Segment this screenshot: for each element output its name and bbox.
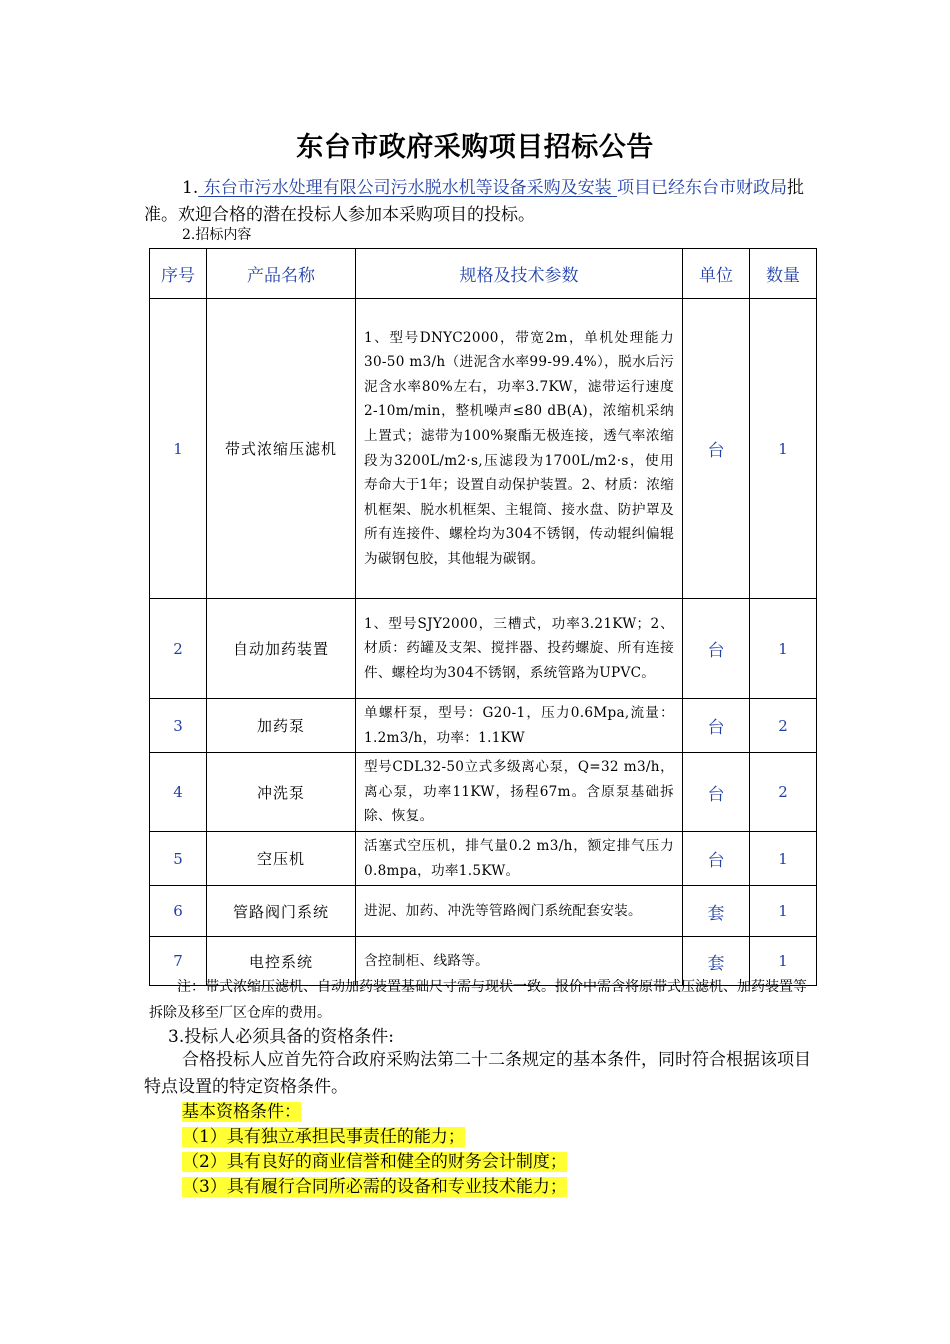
row-spec: 型号CDL32-50立式多级离心泵，Q=32 m3/h，离心泵，功率11KW，扬程67m。含原泵基础拆除、恢复。: [356, 753, 683, 832]
row-name: 管路阀门系统: [207, 886, 356, 937]
row-unit: 台: [683, 599, 750, 699]
row-seq: 3: [150, 699, 207, 753]
row-unit: 套: [683, 937, 750, 986]
row-name: 加药泵: [207, 699, 356, 753]
basic-item-text: （2）具有良好的商业信誉和健全的财务会计制度；: [182, 1152, 567, 1172]
table-row: [150, 886, 817, 937]
table-note: 注：带式浓缩压滤机、自动加药装置基础尺寸需与现状一致。报价中需含将原带式压滤机、加药装置等拆除及移至厂区仓库的费用。: [149, 979, 807, 1021]
row-qty: 1: [750, 831, 817, 885]
page-title: 东台市政府采购项目招标公告: [296, 132, 654, 163]
intro-suffix: 批准。欢迎合格的潜在投标人参加本采购项目的投标。: [144, 178, 805, 225]
row-unit: 台: [683, 299, 750, 599]
basic-conditions-heading: [182, 1100, 301, 1124]
header-name: 产品名称: [207, 249, 356, 299]
row-seq: 1: [150, 299, 207, 599]
header-spec: 规格及技术参数: [356, 249, 683, 299]
row-spec: 1、型号SJY2000，三槽式，功率3.21KW；2、材质：药罐及支架、搅拌器、投药螺旋、所有连接件、螺栓均为304不锈钢，系统管路为UPVC。: [356, 599, 683, 699]
row-unit: 套: [683, 886, 750, 937]
table-row: [150, 599, 817, 699]
row-seq: 2: [150, 599, 207, 699]
row-spec: 1、型号DNYC2000，带宽2m，单机处理能力30-50 m3/h（进泥含水率99-99.4%），脱水后污泥含水率80%左右，功率3.7KW，滤带运行速度2-10m/min，整机噪声≤80 dB(A)，浓缩机采纳上置式；滤带为100%聚酯无极连接，透气率浓缩段为3200L/m2·s,压滤段为1700L/m2·s，使用寿命大于1年；设置自动保护装置。2、材质：浓缩机框架、脱水机框架、主辊筒、接水盘、防护罩及所有连接件、螺栓均为304不锈钢，传动辊纠偏辊为碳钢包胶，其他辊为碳钢。: [356, 299, 683, 599]
basic-condition-item: [182, 1175, 567, 1199]
table-header-row: [150, 249, 817, 299]
row-seq: 4: [150, 753, 207, 832]
section3-paragraph: 合格投标人应首先符合政府采购法第二十二条规定的基本条件，同时符合根据该项目特点设置的特定资格条件。: [144, 1050, 811, 1097]
row-qty: 1: [750, 886, 817, 937]
section3-heading: 3.投标人必须具备的资格条件:: [168, 1027, 394, 1047]
row-spec: 活塞式空压机，排气量0.2 m3/h，额定排气压力0.8mpa，功率1.5KW。: [356, 831, 683, 885]
row-qty: 2: [750, 753, 817, 832]
basic-item-text: （3）具有履行合同所必需的设备和专业技术能力；: [182, 1177, 567, 1197]
intro-mid: 项目已经: [617, 178, 686, 198]
table-row: [150, 299, 817, 599]
row-seq: 5: [150, 831, 207, 885]
row-spec: 含控制柜、线路等。: [356, 937, 683, 986]
row-qty: 1: [750, 299, 817, 599]
row-name: 冲洗泵: [207, 753, 356, 832]
row-spec: 进泥、加药、冲洗等管路阀门系统配套安装。: [356, 886, 683, 937]
basic-heading-text: 基本资格条件：: [182, 1102, 301, 1122]
approver-name: 东台市财政局: [685, 178, 788, 198]
intro-prefix: 1.: [182, 178, 199, 198]
row-name: 空压机: [207, 831, 356, 885]
row-unit: 台: [683, 753, 750, 832]
bid-items-table: [149, 248, 817, 986]
row-unit: 台: [683, 831, 750, 885]
project-name: 东台市污水处理有限公司污水脱水机等设备采购及安装: [198, 178, 618, 198]
row-name: 自动加药装置: [207, 599, 356, 699]
row-qty: 2: [750, 699, 817, 753]
header-qty: 数量: [750, 249, 817, 299]
row-spec: 单螺杆泵，型号：G20-1，压力0.6Mpa,流量：1.2m3/h，功率：1.1KW: [356, 699, 683, 753]
row-seq: 7: [150, 937, 207, 986]
table-row: [150, 831, 817, 885]
row-qty: 1: [750, 937, 817, 986]
intro-paragraph: [144, 175, 812, 229]
row-name: 带式浓缩压滤机: [207, 299, 356, 599]
row-seq: 6: [150, 886, 207, 937]
basic-item-text: （1）具有独立承担民事责任的能力；: [182, 1127, 465, 1147]
basic-condition-item: [182, 1125, 465, 1149]
row-qty: 1: [750, 599, 817, 699]
table-row: [150, 753, 817, 832]
header-unit: 单位: [683, 249, 750, 299]
row-unit: 台: [683, 699, 750, 753]
section2-heading: 2.招标内容: [182, 227, 252, 243]
table-row: [150, 699, 817, 753]
row-name: 电控系统: [207, 937, 356, 986]
basic-condition-item: [182, 1150, 567, 1174]
header-seq: 序号: [150, 249, 207, 299]
